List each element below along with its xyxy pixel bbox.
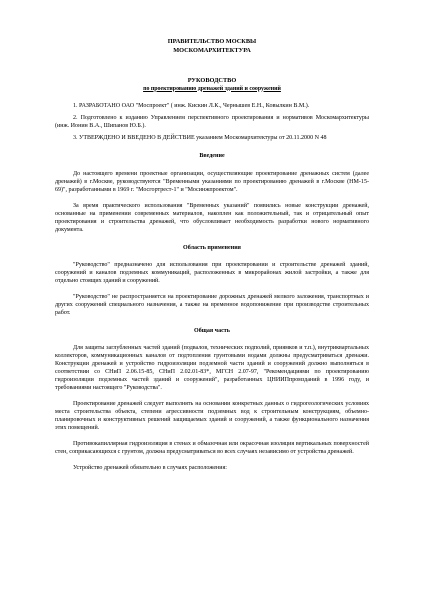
document-credits xyxy=(55,102,369,142)
general-paragraph-2: Проектирование дренажей следует выполнять на основании конкретных данных о гидрогеологических условиях места строительства объекта, степени агрессивности подземных вод к строительным конструкциям, объемно-планировочных и конструктивных решений защищаемых зданий и сооружений, а также функционального назначения этих помещений. xyxy=(55,401,369,432)
intro-paragraph-1: До настоящего времени проектные организации, осуществляющие проектирование дренажных систем (далее дренажей) в г.Москве, руководствуются "Временными указаниями по проектированию дренажей в г.Москве (НМ-15-69)", разработанными в 1969 г. "Мосгортрест-1" и "Мосинжпроектом". xyxy=(55,170,369,193)
document-title: РУКОВОДСТВО xyxy=(187,77,237,84)
section-general xyxy=(55,327,369,472)
section-heading-intro: Введение xyxy=(199,153,225,160)
general-paragraph-1: Для защиты заглубленных частей зданий (подвалов, технических подполий, приямков и т.п.), внутриквартальных коллекторов, коммуникационных каналов от подтопления грунтовыми водами должны предусматриваться дренажи. Конструкции дренажей и устройство гидроизоляции подземной части зданий и сооружений должно выполняться в соответствии со СНиП 2.06.15-85, СНиП 2.02.01-83*, МГСН 2.07-97, "Рекомендациями по проектированию гидроизоляции подземных частей зданий и сооружений", разработанных ЦНИИПпромзданий в 1996 году, и требованиями настоящего "Руководства". xyxy=(55,344,369,392)
section-scope xyxy=(55,244,369,317)
scope-paragraph-1: "Руководство" предназначено для использования при проектировании и строительстве дренажей зданий, сооружений и каналов подземных коммуникаций, расположенных в микрорайонах жилой застройки, а также для отдельно стоящих зданий и сооружений. xyxy=(55,261,369,284)
credit-item-1: 1. РАЗРАБОТАНО ОАО "Моспроект" ( инж. Кискин Л.К., Чернышев Е.Н., Ковылкин В.М.). xyxy=(73,103,310,110)
document-header xyxy=(55,38,369,55)
section-intro xyxy=(55,152,369,233)
credit-item-2: 2. Подготовлено к изданию Управлением перспективного проектирования и нормативов Москомархитектуры (инж. Ионин В.А., Шипанов Ю.Б.). xyxy=(55,115,369,130)
general-paragraph-4: Устройство дренажей обязательно в случаях расположения: xyxy=(73,465,227,472)
section-heading-scope: Область применения xyxy=(183,244,241,251)
header-organization: ПРАВИТЕЛЬСТВО МОСКВЫ xyxy=(167,38,257,45)
section-heading-general: Общая часть xyxy=(194,327,230,334)
intro-paragraph-2: За время практического использования "Временных указаний" появились новые конструкции дренажей, основанные на применении современных материалов, накоплен как положительный, так и отрицательный опыт проектирования и строительства дренажей, что обусловливает необходимость разработки нового нормативного документа. xyxy=(55,202,369,233)
header-department: МОСКОМАРХИТЕКТУРА xyxy=(173,46,251,54)
document-subtitle: по проектированию дренажей зданий и сооружений xyxy=(143,85,281,92)
general-paragraph-3: Противокапиллярная гидроизоляция в стенах и обмазочная или окрасочная изоляция вертикальных поверхностей стен, соприкасающихся с грунтом, должна предусматриваться во всех случаях независимо от устройства дренажей. xyxy=(55,441,369,456)
scope-paragraph-2: "Руководство" не распространяется на проектирование дорожных дренажей мелкого заложения, транспортных и других сооружений специального назначения, а также на временное водопонижение при производстве строительных работ. xyxy=(55,293,369,316)
document-title-block xyxy=(55,77,369,93)
credit-item-3: 3. УТВЕРЖДЕНО И ВВЕДЕНО В ДЕЙСТВИЕ указанием Москомархитектуры от 20.11.2000 N 48 xyxy=(73,135,327,142)
